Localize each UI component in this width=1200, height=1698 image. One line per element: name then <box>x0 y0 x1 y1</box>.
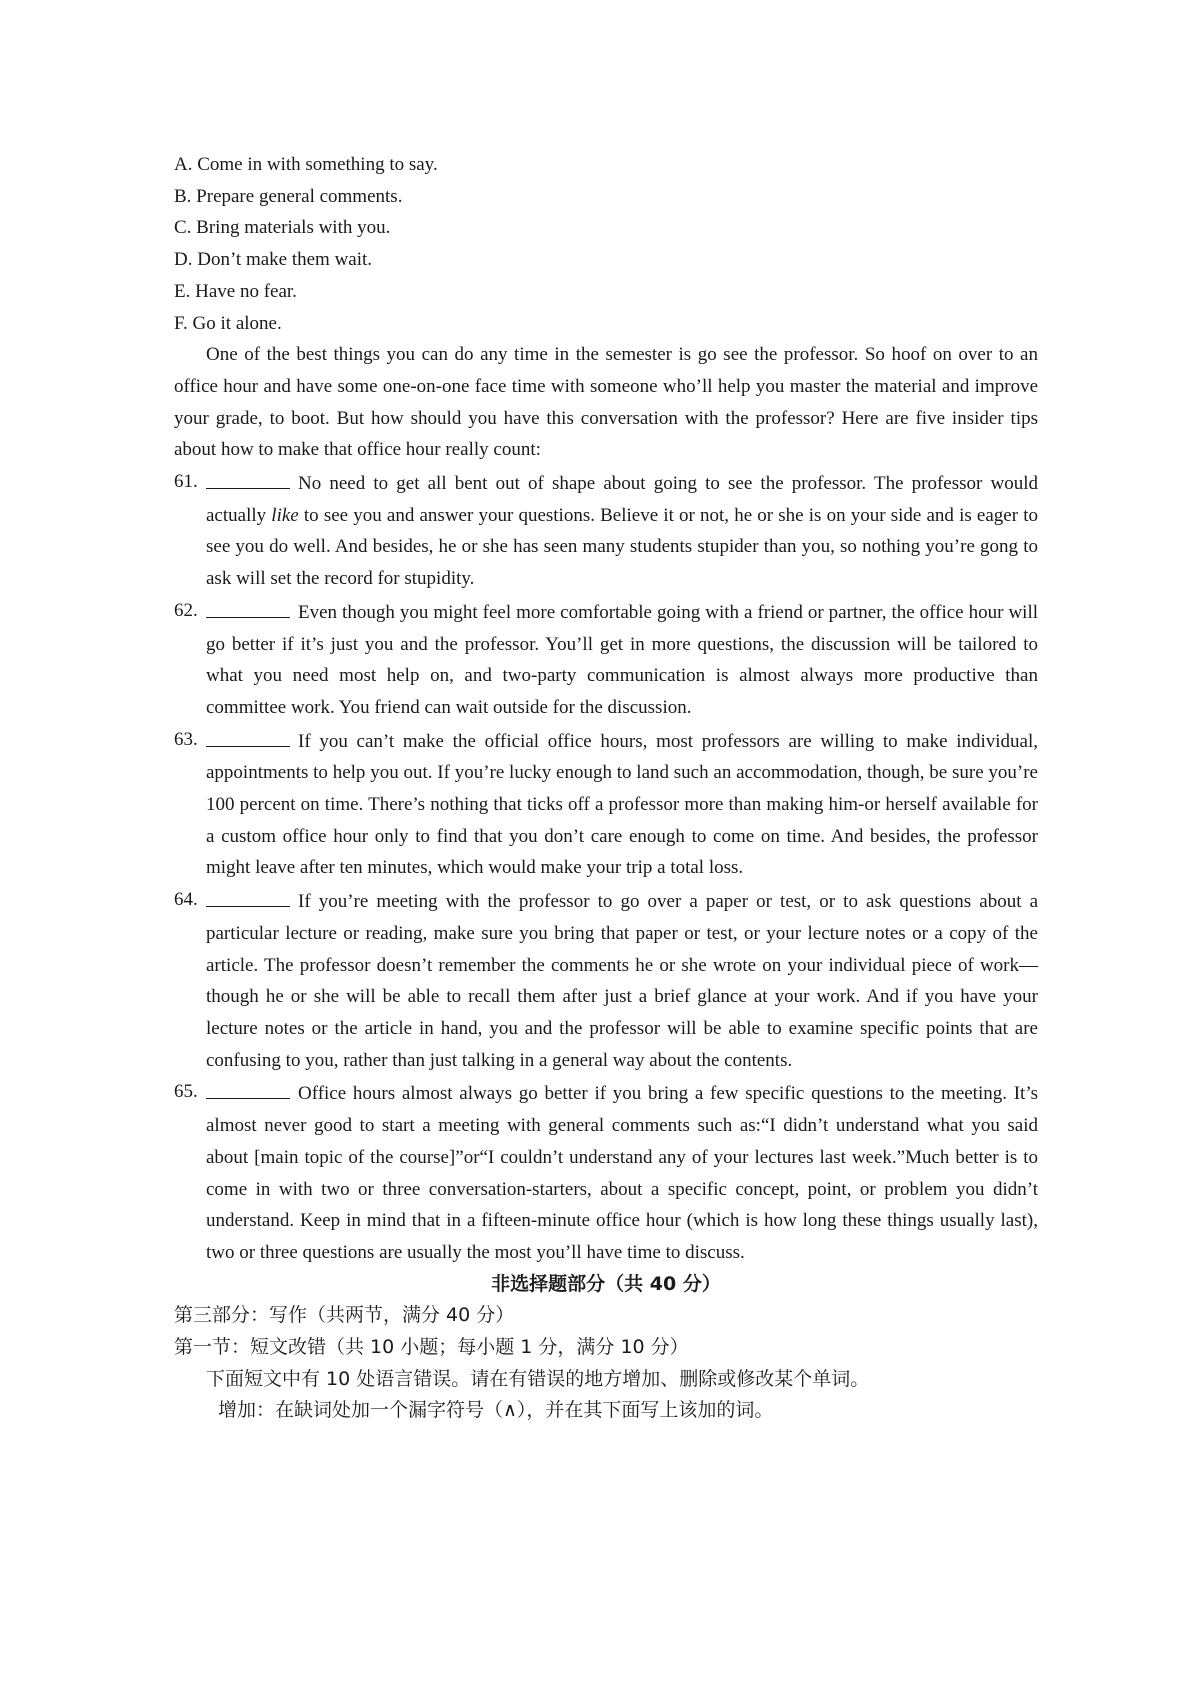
question-body <box>206 466 1038 595</box>
question-64 <box>174 884 1038 1076</box>
emphasis-word: like <box>271 504 299 526</box>
question-text: If you can’t make the official office hours, most professors are willing to make individual, appointments to help you out. If you’re lucky enough to land such an accommodation, though, be sure you’re 100 percent on time. There’s nothing that ticks off a professor more than making him-or herself available for a custom office hour only to find that you don’t care enough to come on time. And besides, the professor might leave after ten minutes, which would make your trip a total loss. <box>206 730 1038 879</box>
question-text: If you’re meeting with the professor to go over a paper or test, or to ask questions about a particular lecture or reading, make sure you bring that paper or test, or your lecture notes or a copy of the article. The professor doesn’t remember the comments he or she wrote on your individual piece of work—though he or she will be able to recall them after just a brief glance at your work. And if you have your lecture notes or the article in hand, you and the professor will be able to examine specific points that are confusing to you, rather than just talking in a general way about the contents. <box>206 891 1038 1071</box>
question-number: 61. <box>174 471 198 493</box>
question-body <box>206 595 1038 724</box>
answer-blank[interactable] <box>206 884 290 907</box>
question-body <box>206 724 1038 885</box>
question-text: No need to get all bent out of shape about going to see the professor. The professor would actually like to see you and answer your questions. Believe it or not, he or she is on your side and is eager to see you do well. And besides, he or she has seen many students stupider than you, so nothing you’re gong to ask will set the record for stupidity. <box>206 473 1038 590</box>
question-number: 64. <box>174 889 198 911</box>
option-e: E. Have no fear. <box>174 280 297 302</box>
question-61 <box>174 466 1038 595</box>
question-65 <box>174 1076 1038 1268</box>
option-f: F. Go it alone. <box>174 312 282 334</box>
intro-paragraph: One of the best things you can do any time in the semester is go see the professor. So hoof on over to an office hour and have some one-on-one face time with someone who’ll help you master the material and improve your grade, to boot. But how should you have this conversation with the professor? Here are five insider tips about how to make that office hour really count: <box>174 344 1038 461</box>
instruction-text: 下面短文中有 10 处语言错误。请在有错误的地方增加、删除或修改某个单词。 <box>206 1367 870 1390</box>
options-list <box>174 149 1038 339</box>
answer-blank[interactable] <box>206 466 290 489</box>
question-62 <box>174 595 1038 724</box>
question-text: Even though you might feel more comfortable going with a friend or partner, the office hour will go better if it’s just you and the professor. You’ll get in more questions, the discussion will be tailored to what you need most help on, and two-party communication is almost always more productive than committee work. You friend can wait outside for the discussion. <box>206 601 1038 718</box>
question-number: 63. <box>174 728 198 750</box>
question-number: 65. <box>174 1081 198 1103</box>
question-number: 62. <box>174 599 198 621</box>
option-a: A. Come in with something to say. <box>174 154 438 175</box>
question-text: Office hours almost always go better if you bring a few specific questions to the meeting. It’s almost never good to start a meeting with general comments such as:“I didn’t understand what you said about [main topic of the course]”or“I couldn’t understand any of your lectures last week.”Much better is to come in with two or three conversation-starters, about a specific concept, point, or problem you didn’t understand. Keep in mind that in a fifteen-minute office hour (which is how long these things usually last), two or three questions are usually the most you’ll have time to discuss. <box>206 1083 1038 1263</box>
subsection-heading: 第一节：短文改错（共 10 小题；每小题 1 分，满分 10 分） <box>174 1336 689 1359</box>
answer-blank[interactable] <box>206 595 290 618</box>
answer-blank[interactable] <box>206 1076 290 1099</box>
question-body <box>206 1076 1038 1268</box>
option-d: D. Don’t make them wait. <box>174 249 373 271</box>
question-63 <box>174 724 1038 885</box>
answer-blank[interactable] <box>206 724 290 747</box>
page-content <box>174 149 1038 1427</box>
option-b: B. Prepare general comments. <box>174 185 403 207</box>
instruction-text-add: 增加：在缺词处加一个漏字符号（∧），并在其下面写上该加的词。 <box>218 1399 774 1422</box>
part-heading: 第三部分：写作（共两节，满分 40 分） <box>174 1304 515 1327</box>
section-title: 非选择题部分（共 40 分） <box>491 1272 721 1295</box>
option-c: C. Bring materials with you. <box>174 217 391 239</box>
question-body <box>206 884 1038 1076</box>
